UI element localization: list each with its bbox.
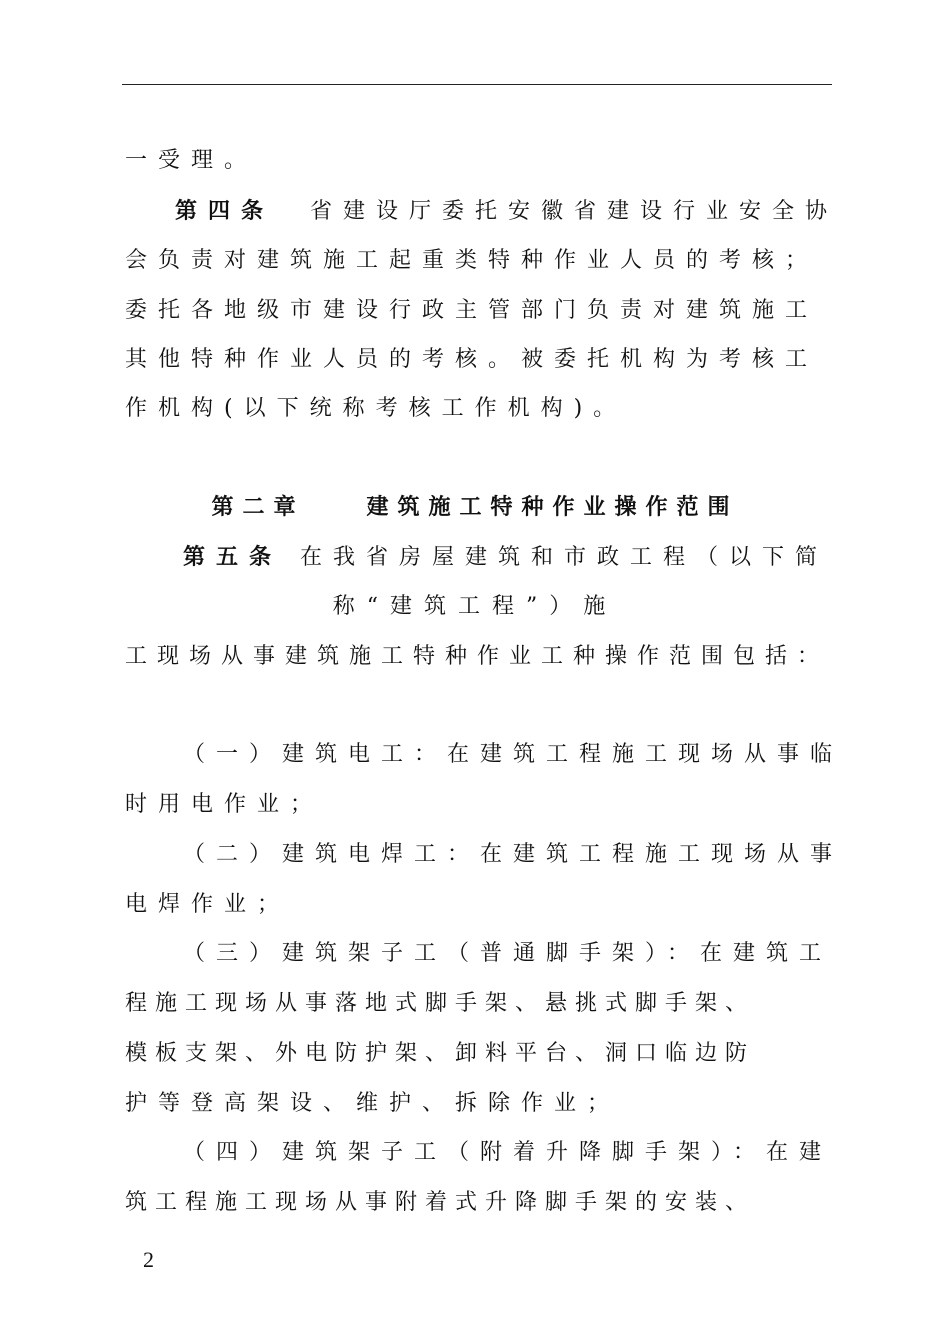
list-item: 筑工程施工现场从事附着式升降脚手架的安装、 xyxy=(125,1190,756,1215)
text-line: 会负责对建筑施工起重类特种作业人员的考核； xyxy=(125,248,819,273)
list-item: 程施工现场从事落地式脚手架、悬挑式脚手架、 xyxy=(125,991,756,1016)
list-item: （一）建筑电工：在建筑工程施工现场从事临 xyxy=(183,742,844,767)
text-line: 在我省房屋建筑和市政工程（以下简 xyxy=(300,545,829,570)
list-item: 时用电作业； xyxy=(125,792,324,817)
list-item: （二）建筑电焊工：在建筑工程施工现场从事 xyxy=(183,842,844,867)
text-line: 省建设厅委托安徽省建设行业安全协 xyxy=(310,199,839,224)
list-item: 模板支架、外电防护架、卸料平台、洞口临边防 xyxy=(125,1041,756,1066)
article-5-line xyxy=(183,546,833,569)
text-line: 委托各地级市建设行政主管部门负责对建筑施工 xyxy=(125,298,819,323)
page-number: 2 xyxy=(143,1247,154,1272)
list-item: 护等登高架设、维护、拆除作业； xyxy=(125,1091,621,1116)
text-line: 工现场从事建筑施工特种作业工种操作范围包括： xyxy=(125,644,830,669)
header-rule xyxy=(122,84,832,85)
list-item: （四）建筑架子工（附着升降脚手架）：在建 xyxy=(183,1140,833,1165)
text-line: 一受理。 xyxy=(125,148,258,173)
article-4-label: 第四条 xyxy=(175,198,275,224)
text-line: 作机构(以下统称考核工作机构)。 xyxy=(125,396,627,421)
text-line: 称“建筑工程”）施 xyxy=(332,594,618,619)
article-4-line xyxy=(175,200,875,223)
text-line: 其他特种作业人员的考核。被委托机构为考核工 xyxy=(125,347,819,372)
list-item: 电焊作业； xyxy=(125,892,291,917)
article-5-label: 第五条 xyxy=(183,544,283,570)
list-item: （三）建筑架子工（普通脚手架）：在建筑工 xyxy=(183,941,833,966)
chapter-title: 第二章 建筑施工特种作业操作范围 xyxy=(211,494,739,520)
